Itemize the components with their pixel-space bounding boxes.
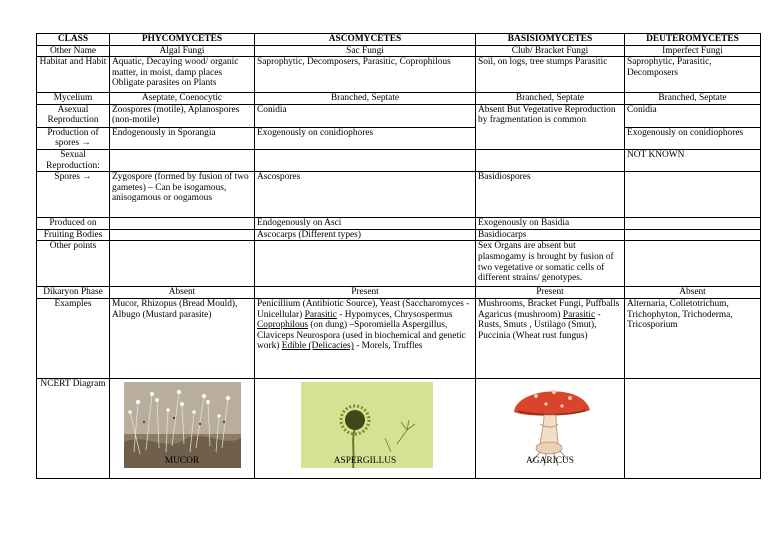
cell-deutero-other-points xyxy=(625,241,761,287)
cell-asco-sexual xyxy=(255,149,476,171)
cell-asco-production: Exogenously on conidiophores xyxy=(255,127,476,149)
cell-basidio-asexual: Absent But Vegetative Reproduction by fragmentation is common xyxy=(476,104,625,149)
basidio-examples-text-1: Mushrooms, Bracket Fungi, Puffballs Agaricus (mushroom) xyxy=(478,298,620,320)
label-habitat: Habitat and Habit xyxy=(37,57,110,93)
row-production xyxy=(37,127,761,149)
basidio-examples-text-2: - Rusts, Smuts , Ustilago (Smut), Puccinia (Wheat rust fungus) xyxy=(478,309,601,341)
cell-phyco-production: Endogenously in Sporangia xyxy=(110,127,255,149)
label-fruiting-bodies: Fruiting Bodies xyxy=(37,229,110,241)
cell-phyco-asexual: Zoospores (motile), Aplanospores (non-motile) xyxy=(110,104,255,127)
cell-asco-habitat: Saprophytic, Decomposers, Parasitic, Coprophilous xyxy=(255,57,476,93)
asco-examples-text-4: - Morels, Truffles xyxy=(353,341,423,352)
cell-deutero-fruiting xyxy=(625,229,761,241)
mucor-caption: MUCOR xyxy=(164,456,200,467)
label-production: Production of spores → xyxy=(37,127,110,149)
row-produced-on xyxy=(37,218,761,230)
row-asexual xyxy=(37,104,761,127)
cell-basidio-examples xyxy=(476,298,625,378)
cell-basidio-other-points: Sex Organs are absent but plasmogamy is brought by fusion of two vegetative or somatic cells of different strains/ genotypes. xyxy=(476,241,625,287)
asco-examples-parasitic: Parasitic xyxy=(304,309,337,320)
cell-deutero-spores xyxy=(625,172,761,218)
mucor-illustration xyxy=(124,382,241,468)
label-mycelium: Mycelium xyxy=(37,93,110,105)
cell-deutero-other-name: Imperfect Fungi xyxy=(625,45,761,57)
row-examples xyxy=(37,298,761,378)
cell-phyco-other-points xyxy=(110,241,255,287)
agaricus-image xyxy=(478,382,622,454)
cell-asco-fruiting: Ascocarps (Different types) xyxy=(255,229,476,241)
cell-deutero-diagram xyxy=(625,378,761,478)
header-class: CLASS xyxy=(37,34,110,46)
row-other-points xyxy=(37,241,761,287)
cell-basidio-habitat: Soil, on logs, tree stumps Parasitic xyxy=(476,57,625,93)
cell-asco-diagram xyxy=(255,378,476,478)
cell-basidio-other-name: Club/ Bracket Fungi xyxy=(476,45,625,57)
cell-asco-spores: Ascospores xyxy=(255,172,476,218)
header-basidiomycetes: BASISIOMYCETES xyxy=(476,34,625,46)
row-fruiting-bodies xyxy=(37,229,761,241)
row-mycelium xyxy=(37,93,761,105)
cell-phyco-sexual xyxy=(110,149,255,171)
header-deuteromycetes: DEUTEROMYCETES xyxy=(625,34,761,46)
cell-asco-examples xyxy=(255,298,476,378)
label-other-points: Other points xyxy=(37,241,110,287)
cell-phyco-diagram xyxy=(110,378,255,478)
row-sexual xyxy=(37,149,761,171)
fungi-comparison-sheet xyxy=(36,33,760,479)
asco-examples-edible: Edible (Delicacies) xyxy=(281,341,354,352)
cell-deutero-mycelium: Branched, Septate xyxy=(625,93,761,105)
cell-deutero-sexual: NOT KNOWN xyxy=(625,149,761,171)
cell-basidio-diagram xyxy=(476,378,625,478)
cell-asco-other-name: Sac Fungi xyxy=(255,45,476,57)
fungi-table xyxy=(36,33,761,479)
asco-examples-coprophilous: Coprophilous xyxy=(257,320,309,331)
cell-phyco-spores: Zygospore (formed by fusion of two gametes) – Can be isogamous, anisogamous or oogamous xyxy=(110,172,255,218)
label-diagram: NCERT Diagram xyxy=(37,378,110,478)
cell-asco-mycelium: Branched, Septate xyxy=(255,93,476,105)
label-sexual: Sexual Reproduction: xyxy=(37,149,110,171)
header-phycomycetes: PHYCOMYCETES xyxy=(110,34,255,46)
cell-phyco-examples: Mucor, Rhizopus (Bread Mould), Albugo (Mustard parasite) xyxy=(110,298,255,378)
mucor-image xyxy=(112,382,252,454)
aspergillus-image xyxy=(257,382,473,454)
cell-basidio-fruiting: Basidiocarps xyxy=(476,229,625,241)
cell-phyco-habitat: Aquatic, Decaying wood/ organic matter, in moist, damp places Obligate parasites on Plants xyxy=(110,57,255,93)
cell-deutero-production: Exogenously on conidiophores xyxy=(625,127,761,149)
asco-examples-text-1: Penicillium (Antibiotic Source), Yeast (Saccharomyces - Unicellular) xyxy=(257,298,470,320)
label-spores: Spores → xyxy=(37,172,110,218)
label-produced-on: Produced on xyxy=(37,218,110,230)
cell-phyco-produced-on xyxy=(110,218,255,230)
aspergillus-caption: ASPERGILLUS xyxy=(333,456,397,467)
cell-phyco-mycelium: Aseptate, Coenocytic xyxy=(110,93,255,105)
row-diagram xyxy=(37,378,761,478)
cell-basidio-dikaryon: Present xyxy=(476,287,625,299)
label-dikaryon: Dikaryon Phase xyxy=(37,287,110,299)
header-row xyxy=(37,34,761,46)
cell-asco-produced-on: Endogenously on Asci xyxy=(255,218,476,230)
row-spores xyxy=(37,172,761,218)
row-other-name xyxy=(37,45,761,57)
cell-phyco-fruiting xyxy=(110,229,255,241)
cell-basidio-sexual xyxy=(476,149,625,171)
asco-examples-text-2: - Hypomyces, Chrysospermus xyxy=(336,309,453,320)
cell-basidio-produced-on: Exogenously on Basidia xyxy=(476,218,625,230)
cell-deutero-habitat: Saprophytic, Parasitic, Decomposers xyxy=(625,57,761,93)
basidio-examples-parasitic: Parasitic xyxy=(562,309,596,320)
cell-asco-dikaryon: Present xyxy=(255,287,476,299)
label-asexual: Asexual Reproduction xyxy=(37,104,110,127)
row-habitat xyxy=(37,57,761,93)
agaricus-caption: AGARICUS xyxy=(526,456,574,467)
cell-phyco-other-name: Algal Fungi xyxy=(110,45,255,57)
cell-deutero-dikaryon: Absent xyxy=(625,287,761,299)
cell-basidio-mycelium: Branched, Septate xyxy=(476,93,625,105)
aspergillus-illustration xyxy=(301,382,433,468)
row-dikaryon xyxy=(37,287,761,299)
cell-deutero-asexual: Conidia xyxy=(625,104,761,127)
cell-asco-asexual: Conidia xyxy=(255,104,476,127)
asco-examples-text-3: (on dung) –Sporomiella Aspergillus, Claviceps Neurospora (used in biochemical and genetic work) xyxy=(257,320,466,352)
header-ascomycetes: ASCOMYCETES xyxy=(255,34,476,46)
label-other-name: Other Name xyxy=(37,45,110,57)
cell-basidio-spores: Basidiospores xyxy=(476,172,625,218)
label-examples: Examples xyxy=(37,298,110,378)
cell-deutero-produced-on xyxy=(625,218,761,230)
cell-deutero-examples: Alternaria, Colletotrichum, Trichophyton, Trichoderma, Tricosporium xyxy=(625,298,761,378)
cell-phyco-dikaryon: Absent xyxy=(110,287,255,299)
cell-asco-other-points xyxy=(255,241,476,287)
agaricus-illustration xyxy=(506,382,596,468)
